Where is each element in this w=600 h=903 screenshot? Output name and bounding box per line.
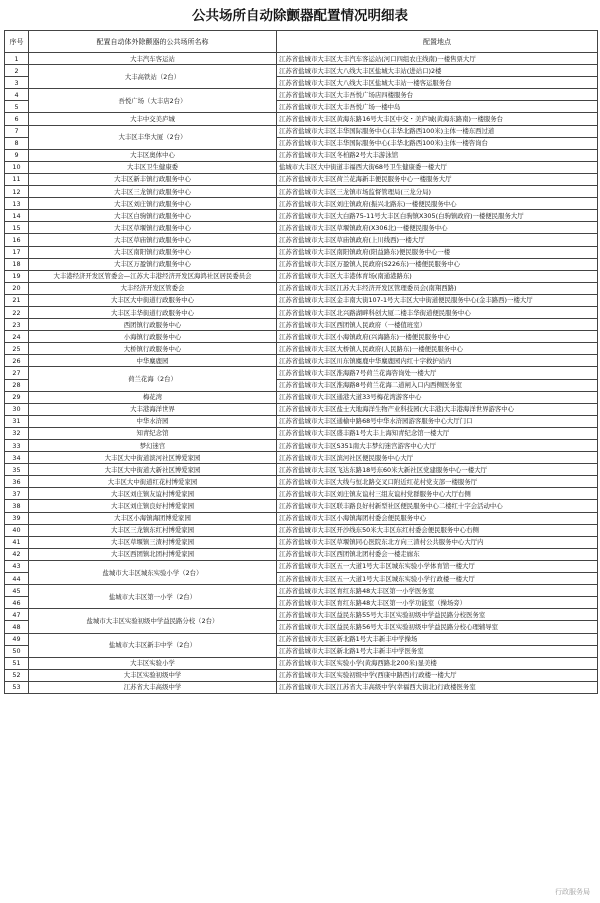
header-name: 配置自动体外除颤器的公共场所名称 (29, 31, 277, 53)
venue-address: 江苏省盐城市大丰区联丰路良好村新型社区便民服务中心二楼红十字会活动中心 (277, 500, 598, 512)
venue-name: 大丰区三龙镇行政服务中心 (29, 186, 277, 198)
venue-name: 盐城市大丰区实验初级中学益民路分校（2台） (29, 609, 277, 633)
venue-address: 江苏省盐城市大丰区刘庄镇政府(振兴北路东)一楼便民服务中心 (277, 198, 598, 210)
table-row (5, 488, 598, 500)
venue-address: 江苏省盐城市大丰区江苏省大丰高级中学(幸福西大街北)行政楼医务室 (277, 681, 598, 693)
venue-address: 江苏省盐城市大丰区大丰吾悦广场一楼中岛 (277, 101, 598, 113)
venue-name: 大丰区草堰镇行政服务中心 (29, 222, 277, 234)
venue-address: 江苏省盐城市大丰区益民东路56号大丰区实验初级中学益民路分校心理辅导室 (277, 621, 598, 633)
venue-address: 江苏省盐城市大丰区通榆中路68号中华水浒园游客服务中心大厅门口 (277, 415, 598, 427)
venue-address: 江苏省盐城市大丰区新北路1号大丰新丰中学操场 (277, 633, 598, 645)
table-row (5, 355, 598, 367)
table-row (5, 585, 598, 597)
row-number: 23 (5, 319, 29, 331)
row-number: 48 (5, 621, 29, 633)
row-number: 45 (5, 585, 29, 597)
row-number: 50 (5, 645, 29, 657)
row-number: 12 (5, 186, 29, 198)
table-row (5, 681, 598, 693)
table-row (5, 258, 598, 270)
venue-name: 梦幻迷宫 (29, 440, 277, 452)
page-title: 公共场所自动除颤器配置情况明细表 (192, 8, 408, 24)
venue-name: 江苏省大丰高级中学 (29, 681, 277, 693)
row-number: 17 (5, 246, 29, 258)
table-row (5, 282, 598, 294)
venue-name: 西团镇行政服务中心 (29, 319, 277, 331)
venue-address: 江苏省盐城市大丰区冬柏路2号大丰游泳馆 (277, 149, 598, 161)
row-number: 6 (5, 113, 29, 125)
venue-address: 江苏省盐城市大丰区大桥镇人民政府(人民路东)一楼便民服务中心 (277, 343, 598, 355)
venue-address: 江苏省盐城市大丰区育红东路48大丰区第一小学功能室（操场旁） (277, 597, 598, 609)
venue-address: 江苏省盐城市大丰区草堰镇政府(X306北)一楼便民服务中心 (277, 222, 598, 234)
table-row (5, 125, 598, 137)
table-row (5, 306, 598, 318)
venue-name: 大丰区西团镇北团村博爱家园 (29, 548, 277, 560)
table-row (5, 198, 598, 210)
venue-name: 大丰区大中街道滨河社区博爱家园 (29, 452, 277, 464)
venue-address: 盐城市大丰区大中街道丰福西大街68号卫生健康委一楼大厅 (277, 161, 598, 173)
venue-name: 大丰区奥体中心 (29, 149, 277, 161)
venue-address: 江苏省盐城市大丰区实验小学(黄海西路北200米)显美楼 (277, 657, 598, 669)
venue-address: 江苏省盐城市大丰区大丰港体育场(南通港路东) (277, 270, 598, 282)
venue-address: 江苏省盐城市大丰区黄海东路16号大丰区中交・美庐城(黄海东路南)一楼服务台 (277, 113, 598, 125)
row-number: 7 (5, 125, 29, 137)
venue-address: 江苏省盐城市大丰区实验初级中学(西康中路西)行政楼一楼大厅 (277, 669, 598, 681)
venue-name: 中华麋鹿园 (29, 355, 277, 367)
venue-name: 大丰区万盈镇行政服务中心 (29, 258, 277, 270)
aed-table (4, 30, 598, 694)
venue-name: 大丰区小海镇海团博爱家园 (29, 512, 277, 524)
row-number: 22 (5, 306, 29, 318)
venue-name: 大丰区刘庄镇行政服务中心 (29, 198, 277, 210)
row-number: 15 (5, 222, 29, 234)
venue-address: 江苏省盐城市大丰区大丰汽车客运站(河口四组农庄线南)一楼售票大厅 (277, 53, 598, 65)
table-row (5, 633, 598, 645)
row-number: 52 (5, 669, 29, 681)
row-number: 29 (5, 391, 29, 403)
venue-name: 大丰区大中街道红花村博爱家园 (29, 476, 277, 488)
row-number: 25 (5, 343, 29, 355)
row-number: 18 (5, 258, 29, 270)
row-number: 14 (5, 210, 29, 222)
venue-address: 江苏省盐城市大丰区丰华国际服务中心(丰华北路西100米)主体一楼东西过道 (277, 125, 598, 137)
venue-address: 江苏省盐城市大丰区新北路1号大丰新丰中学医务室 (277, 645, 598, 657)
table-header-row (5, 31, 598, 53)
venue-address: 江苏省盐城市大丰区金丰南大街107-1号大丰区大中街道便民服务中心(金丰路西)一楼大厅 (277, 294, 598, 306)
table-row (5, 440, 598, 452)
venue-name: 大丰区新丰镇行政服务中心 (29, 173, 277, 185)
row-number: 4 (5, 89, 29, 101)
table-row (5, 669, 598, 681)
table-row (5, 560, 598, 572)
venue-name: 大丰汽车客运站 (29, 53, 277, 65)
table-row (5, 464, 598, 476)
venue-name: 大丰区刘庄镇良好村博爱家园 (29, 500, 277, 512)
venue-address: 江苏省盐城市大丰区大八线大丰区盐城大丰站一楼客运服务台 (277, 77, 598, 89)
venue-address: 江苏省盐城市大丰区淮海路8号荷兰花海二道闸入口内西侧医务室 (277, 379, 598, 391)
row-number: 53 (5, 681, 29, 693)
table-row (5, 609, 598, 621)
table-row (5, 65, 598, 77)
venue-name: 大丰经济开发区管委会 (29, 282, 277, 294)
row-number: 5 (5, 101, 29, 113)
row-number: 41 (5, 536, 29, 548)
table-row (5, 113, 598, 125)
venue-name: 大丰区大中街道行政服务中心 (29, 294, 277, 306)
venue-address: 江苏省盐城市大丰区荷兰花海新丰便民服务中心一楼服务大厅 (277, 173, 598, 185)
venue-name: 大丰区草堰镇三渣村博爱家园 (29, 536, 277, 548)
venue-name: 大丰区三龙镇东红村博爱家园 (29, 524, 277, 536)
table-row (5, 500, 598, 512)
venue-address: 江苏省盐城市大丰区滨河社区便民服务中心大厅 (277, 452, 598, 464)
table-row (5, 391, 598, 403)
venue-address: 江苏省盐城市大丰区飞达东路18号东60米大新社区党建服务中心一楼大厅 (277, 464, 598, 476)
table-row (5, 427, 598, 439)
row-number: 8 (5, 137, 29, 149)
venue-address: 江苏省盐城市大丰区川东镇麋鹿中华麋鹿园内红十字救护站内 (277, 355, 598, 367)
table-row (5, 367, 598, 379)
table-row (5, 149, 598, 161)
table-row (5, 294, 598, 306)
venue-name: 盐城市大丰区城东实验小学（2台） (29, 560, 277, 584)
venue-address: 江苏省盐城市大丰区通港大道33号梅花湾游客中心 (277, 391, 598, 403)
venue-address: 江苏省盐城市大丰区西团镇北团村委会一楼走廊东 (277, 548, 598, 560)
row-number: 21 (5, 294, 29, 306)
table-row (5, 319, 598, 331)
row-number: 11 (5, 173, 29, 185)
row-number: 19 (5, 270, 29, 282)
table-row (5, 210, 598, 222)
table-row (5, 415, 598, 427)
table-row (5, 53, 598, 65)
row-number: 16 (5, 234, 29, 246)
row-number: 38 (5, 500, 29, 512)
row-number: 28 (5, 379, 29, 391)
venue-address: 江苏省盐城市大丰区北兴路湖畔科创大厦二楼丰华街道便民服务中心 (277, 306, 598, 318)
venue-name: 中华水浒园 (29, 415, 277, 427)
venue-address: 江苏省盐城市大丰区五一大道1号大丰区城东实验小学行政楼一楼大厅 (277, 573, 598, 585)
venue-name: 盐城市大丰区新丰中学（2台） (29, 633, 277, 657)
venue-name: 大丰区白驹镇行政服务中心 (29, 210, 277, 222)
venue-address: 江苏省盐城市大丰区益民东路55号大丰区实验初级中学益民路分校医务室 (277, 609, 598, 621)
row-number: 44 (5, 573, 29, 585)
venue-name: 大丰中交美庐城 (29, 113, 277, 125)
table-row (5, 270, 598, 282)
venue-name: 吾悦广场（大丰店2台） (29, 89, 277, 113)
table-row (5, 343, 598, 355)
venue-name: 大丰区卫生健康委 (29, 161, 277, 173)
venue-name: 小海镇行政服务中心 (29, 331, 277, 343)
venue-address: 江苏省盐城市大丰区大八线大丰区盐城大丰站(进站口)2楼 (277, 65, 598, 77)
row-number: 40 (5, 524, 29, 536)
row-number: 51 (5, 657, 29, 669)
row-number: 30 (5, 403, 29, 415)
venue-address: 江苏省盐城市大丰区小海镇政府(兴海路东)一楼便民服务中心 (277, 331, 598, 343)
venue-name: 大丰高铁站（2台） (29, 65, 277, 89)
row-number: 43 (5, 560, 29, 572)
venue-address: 江苏省盐城市大丰区西团镇人民政府（一楼值班室） (277, 319, 598, 331)
venue-address: 江苏省盐城市大丰区开沙线东50米大丰区东红村委会便民服务中心右侧 (277, 524, 598, 536)
row-number: 10 (5, 161, 29, 173)
venue-address: 江苏省盐城市大丰区大白路75-11号大丰区白驹镇X305(白驹镇政府)一楼便民服务大厅 (277, 210, 598, 222)
row-number: 31 (5, 415, 29, 427)
venue-name: 大丰港海洋世界 (29, 403, 277, 415)
row-number: 35 (5, 464, 29, 476)
venue-name: 大丰区丰华大厦（2台） (29, 125, 277, 149)
venue-address: 江苏省盐城市大丰区育红东路48大丰区第一小学医务室 (277, 585, 598, 597)
row-number: 36 (5, 476, 29, 488)
venue-address: 江苏省盐城市大丰区江苏大丰经济开发区管理委员会(南翔西路) (277, 282, 598, 294)
table-row (5, 536, 598, 548)
row-number: 32 (5, 427, 29, 439)
row-number: 2 (5, 65, 29, 77)
venue-name: 梅花湾 (29, 391, 277, 403)
venue-address: 江苏省盐城市大丰区盐士大地海洋生物产业科技园(大丰港)大丰港海洋世界游客中心 (277, 403, 598, 415)
venue-name: 大丰港经济开发区管委会—江苏大丰港经济开发区海鸿社区居民委员会 (29, 270, 277, 282)
row-number: 33 (5, 440, 29, 452)
venue-address: 江苏省盐城市大丰区五一大道1号大丰区城东实验小学体育馆一楼大厅 (277, 560, 598, 572)
venue-address: 江苏省盐城市大丰区三龙镇市场监督管理局(三龙分局) (277, 186, 598, 198)
venue-address: 江苏省盐城市大丰区大丰吾悦广场店四楼服务台 (277, 89, 598, 101)
table-row (5, 512, 598, 524)
venue-name: 大丰区刘庄镇友谊村博爱家园 (29, 488, 277, 500)
watermark: 行政服务局 (555, 888, 590, 896)
venue-name: 荷兰花海（2台） (29, 367, 277, 391)
row-number: 9 (5, 149, 29, 161)
row-number: 1 (5, 53, 29, 65)
venue-address: 江苏省盐城市大丰区草堰镇同心医院东北方向三渣村公共服务中心大厅内 (277, 536, 598, 548)
table-row (5, 186, 598, 198)
row-number: 27 (5, 367, 29, 379)
row-number: 13 (5, 198, 29, 210)
row-number: 49 (5, 633, 29, 645)
venue-name: 大丰区大中街道大新社区博爱家园 (29, 464, 277, 476)
row-number: 47 (5, 609, 29, 621)
table-row (5, 548, 598, 560)
table-row (5, 89, 598, 101)
venue-name: 大丰区南阳镇行政服务中心 (29, 246, 277, 258)
row-number: 34 (5, 452, 29, 464)
table-row (5, 234, 598, 246)
row-number: 46 (5, 597, 29, 609)
row-number: 20 (5, 282, 29, 294)
table-row (5, 476, 598, 488)
venue-address: 江苏省盐城市大丰区盛丰路1号大丰上海知青纪念馆一楼大厅 (277, 427, 598, 439)
table-row (5, 403, 598, 415)
venue-name: 大丰区草庙镇行政服务中心 (29, 234, 277, 246)
venue-address: 江苏省盐城市大丰区丰华国际服务中心(丰华北路西100米)主体一楼咨询台 (277, 137, 598, 149)
header-no: 序号 (5, 31, 29, 53)
table-row (5, 524, 598, 536)
row-number: 26 (5, 355, 29, 367)
table-row (5, 452, 598, 464)
venue-name: 大桥镇行政服务中心 (29, 343, 277, 355)
venue-address: 江苏省盐城市大丰区淮海路7号荷兰花海咨询处一楼大厅 (277, 367, 598, 379)
row-number: 42 (5, 548, 29, 560)
venue-name: 大丰区实验初级中学 (29, 669, 277, 681)
venue-name: 大丰区实验小学 (29, 657, 277, 669)
venue-address: 江苏省盐城市大丰区草庙镇政府(上川线西)一楼大厅 (277, 234, 598, 246)
table-body (5, 53, 598, 694)
header-address: 配置地点 (277, 31, 598, 53)
table-row (5, 246, 598, 258)
row-number: 24 (5, 331, 29, 343)
venue-address: 江苏省盐城市大丰区南阳镇政府(阳益路东)便民服务中心一楼 (277, 246, 598, 258)
table-row (5, 222, 598, 234)
venue-name: 盐城市大丰区第一小学（2台） (29, 585, 277, 609)
venue-address: 江苏省盐城市大丰区S351南大丰梦幻迷宫游客中心大厅 (277, 440, 598, 452)
venue-address: 江苏省盐城市大丰区刘庄镇友谊村三组友谊村党群服务中心大厅右侧 (277, 488, 598, 500)
venue-address: 江苏省盐城市大丰区大线与恒北路交叉口附近红花村党支部一楼服务厅 (277, 476, 598, 488)
table-row (5, 331, 598, 343)
row-number: 37 (5, 488, 29, 500)
venue-name: 大丰区丰华街道行政服务中心 (29, 306, 277, 318)
venue-name: 知青纪念馆 (29, 427, 277, 439)
venue-address: 江苏省盐城市大丰区万盈镇人民政府(S226东)一楼便民服务中心 (277, 258, 598, 270)
table-row (5, 657, 598, 669)
row-number: 39 (5, 512, 29, 524)
row-number: 3 (5, 77, 29, 89)
venue-address: 江苏省盐城市大丰区小海镇海团村委会便民服务中心 (277, 512, 598, 524)
table-row (5, 161, 598, 173)
table-row (5, 173, 598, 185)
